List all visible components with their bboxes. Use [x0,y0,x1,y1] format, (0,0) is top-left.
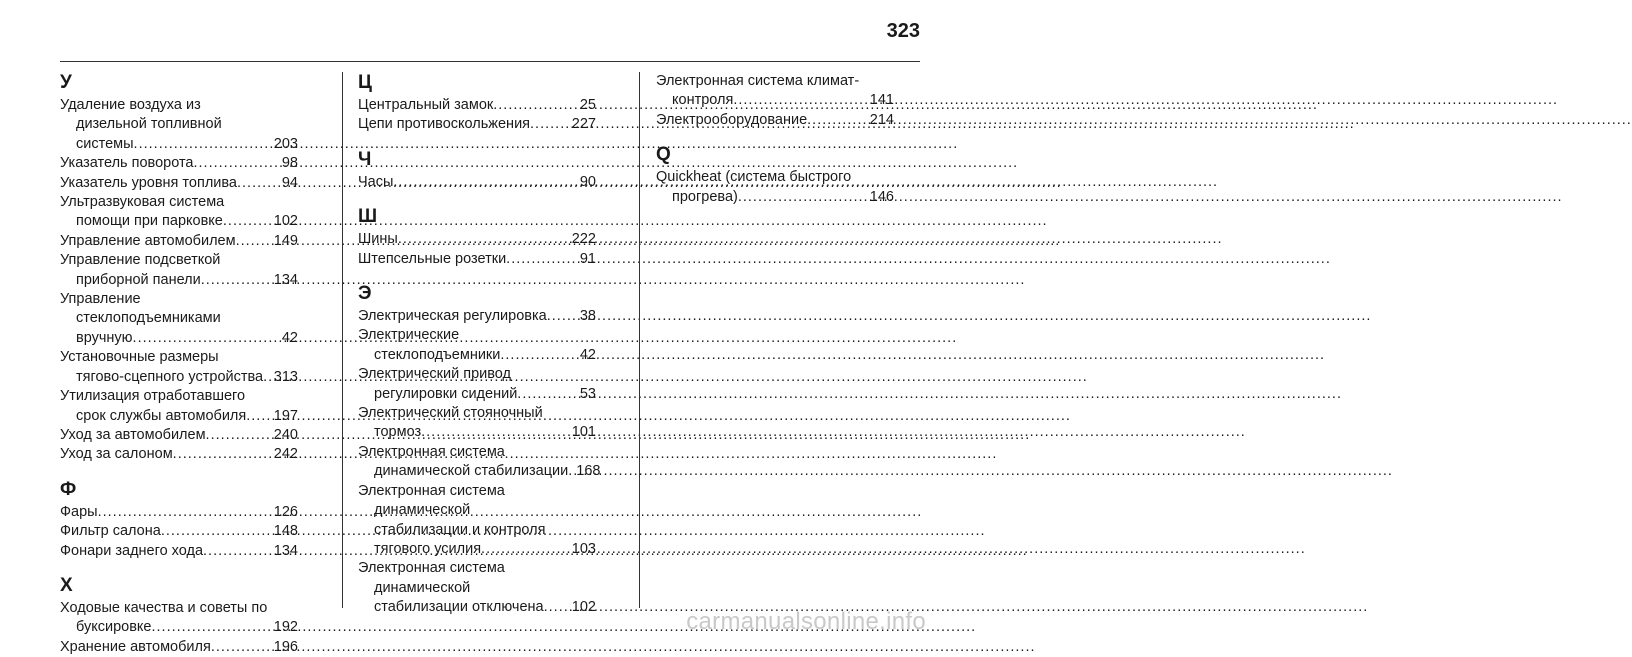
page-reference: 168 [576,463,601,480]
index-section [60,479,298,561]
section-letter: Ф [60,478,77,500]
index-entry [358,443,601,482]
index-entry [358,482,596,560]
entry-leader-line [358,96,596,115]
index-entry [358,115,596,134]
leader-dots [203,542,272,561]
page-reference: 227 [571,116,596,133]
index-entry [358,307,596,326]
index-entry [656,72,894,111]
entry-text: Электронная система [358,560,505,577]
entry-leader-line [358,115,596,134]
page-reference: 134 [273,271,298,288]
index-section [656,144,894,207]
entry-text: Уход за автомобилем [60,426,206,443]
entry-text: Электрическая регулировка [358,308,547,325]
entry-text: вручную [76,329,133,346]
page-reference: 146 [869,188,894,205]
entry-text: Фонари заднего хода [60,542,204,559]
leader-dots [530,115,570,134]
entry-text: Электронная система климат- [656,73,860,89]
page-reference: 313 [273,368,298,385]
index-entry [60,503,298,522]
entry-text: регулировки сидений [374,385,518,402]
watermark: carmanualsonline.info [686,608,926,635]
column-divider [639,72,640,608]
entry-text: Управление автомобилем [60,232,236,249]
leader-dots [246,407,272,426]
page-reference: 242 [273,446,298,463]
index-entry [358,230,596,249]
entry-text: стеклоподъемники [374,346,501,363]
leader-dots [194,154,280,173]
page-reference: 53 [579,385,596,402]
page-reference: 101 [571,424,596,441]
entry-text: Указатель поворота [60,155,194,172]
page-reference: 240 [273,426,298,443]
page-reference: 203 [273,135,298,152]
entry-leader-line [60,271,298,290]
index-entry [656,168,894,207]
entry-text: Хранение автомобиля [60,638,211,655]
leader-dots [517,385,578,404]
leader-dots [134,135,272,154]
page-reference: 103 [571,540,596,557]
entry-text: динамической стабилизации [374,463,569,480]
index-entry [60,599,298,638]
entry-text: Цепи противоскольжения [358,116,531,133]
entry-leader-line [358,250,596,269]
entry-leader-line [358,423,596,442]
entry-text: контроля [672,92,734,109]
index-section [60,72,298,465]
entry-leader-line [358,540,596,559]
entry-text: Ультразвуковая система [60,194,225,211]
leader-dots [481,540,570,559]
page-reference: 90 [579,173,596,190]
entry-text: Центральный замок [358,97,494,113]
page-reference: 141 [869,92,894,109]
leader-dots [236,232,272,251]
entry-text: стеклоподъемниками [76,310,221,327]
page-reference: 222 [571,231,596,248]
entry-leader-line [60,212,298,231]
leader-dots [733,91,867,110]
entry-text: Фильтр салона [60,523,161,540]
leader-dots [206,426,272,445]
index-section [358,206,596,269]
entry-leader-line [60,542,298,561]
index-section [656,72,894,130]
entry-text: Шины [358,231,398,248]
entry-leader-line [60,329,298,348]
index-entry [60,522,298,541]
entry-text: Управление подсветкой [60,252,221,269]
entry-leader-line [358,230,596,249]
page-reference: 42 [579,346,596,363]
entry-text: Часы [358,173,394,190]
page-reference: 196 [273,638,298,655]
index-entry [358,365,596,404]
section-letter: Э [358,283,372,305]
index-column-1 [60,72,298,657]
entry-text: Утилизация отработавшего [60,388,246,405]
leader-dots [500,346,577,365]
header-rule [60,61,920,62]
leader-dots [493,96,578,115]
index-entry [358,404,596,443]
entry-leader-line [358,462,601,481]
section-letter: Ш [358,206,378,228]
entry-text: Фары [60,503,98,520]
entry-leader-line [656,188,894,207]
section-letter: Х [60,574,73,596]
entry-text: срок службы автомобиля [76,407,247,424]
entry-text: Штепсельные розетки [358,250,507,267]
entry-leader-line [60,618,298,637]
leader-dots [173,445,272,464]
entry-leader-line [60,174,298,193]
leader-dots [547,307,578,326]
page-reference: 102 [273,213,298,230]
leader-dots [223,212,272,231]
entry-leader-line [656,91,894,110]
entry-text: Электрический стояночный [358,405,543,422]
page-reference: 214 [869,111,894,128]
index-entry [60,193,298,232]
leader-dots [398,230,570,249]
entry-text: Ходовые качества и советы по [60,599,268,616]
index-entry [60,445,298,464]
entry-text: системы [76,135,134,152]
section-letter: Ц [358,72,372,93]
page-reference: 42 [281,329,298,346]
leader-dots [201,271,272,290]
section-letter: У [60,72,72,93]
leader-dots [544,598,570,617]
entry-text: Электронная система [358,482,505,499]
section-letter: Q [656,144,671,166]
index-entry [358,559,596,617]
index-entry [656,111,894,130]
entry-text: тягового усилия [374,540,482,557]
entry-text: тормоз [374,424,422,441]
leader-dots [237,174,280,193]
leader-dots [98,503,272,522]
column-divider [342,72,343,608]
entry-text: приборной панели [76,271,201,288]
leader-dots [152,618,272,637]
page-reference: 38 [579,308,596,325]
entry-leader-line [358,598,596,617]
entry-text: буксировке [76,619,152,636]
entry-leader-line [60,407,298,426]
leader-dots [263,368,272,387]
entry-text: динамической [374,579,471,596]
index-entry [358,96,596,115]
entry-leader-line [60,503,298,522]
entry-text: Электрические [358,327,460,344]
index-entry [60,387,298,426]
entry-text: тягово-сцепного устройства [76,368,264,385]
entry-leader-line [358,307,596,326]
leader-dots [211,638,272,657]
index-entry [60,290,298,348]
entry-text: Уход за салоном [60,446,173,463]
entry-text: Электрооборудование [656,111,808,128]
entry-text: динамической [374,502,471,519]
leader-dots [161,522,272,541]
entry-leader-line [358,346,596,365]
entry-leader-line [358,173,596,192]
page-reference: 25 [579,97,596,113]
page-reference: 197 [273,407,298,424]
entry-leader-line [60,522,298,541]
leader-dots [393,173,577,192]
leader-dots [807,111,868,130]
entry-leader-line [60,232,298,251]
page-reference: 134 [273,542,298,559]
page-reference: 98 [281,155,298,172]
entry-text: Электрический привод [358,366,511,383]
entry-text: Электронная система [358,443,505,460]
leader-dots [738,188,868,207]
index-entry [358,250,596,269]
entry-leader-line [60,445,298,464]
index-entry [358,326,596,365]
entry-text: Удаление воздуха из [60,97,201,113]
index-section [358,72,596,135]
index-section [358,283,601,618]
entry-text: Quickheat (система быстрого [656,169,852,186]
index-entry [60,348,298,387]
page-reference: 94 [281,174,298,191]
page-reference: 126 [273,503,298,520]
entry-leader-line [60,426,298,445]
entry-leader-line [358,385,596,404]
leader-dots [506,250,578,269]
index-entry [60,174,298,193]
leader-dots [421,423,570,442]
index-entry [60,542,298,561]
entry-text: помощи при парковке [76,213,223,230]
index-entry [60,232,298,251]
entry-text: Управление [60,291,141,308]
entry-text: дизельной топливной [76,116,222,133]
page-reference: 148 [273,523,298,540]
index-column-3 [656,72,894,207]
entry-text: Установочные размеры [60,349,219,366]
index-entry [60,251,298,290]
entry-leader-line [60,135,298,154]
entry-text: прогрева) [672,188,738,205]
page-reference: 91 [579,250,596,267]
index-entry [60,96,298,154]
index-section [60,575,298,657]
index-entry [60,426,298,445]
index-section [358,149,596,192]
index-column-2 [358,72,601,618]
page-reference: 102 [571,599,596,616]
page-reference: 192 [273,619,298,636]
index-entry [60,638,298,657]
index-entry [60,154,298,173]
entry-leader-line [60,638,298,657]
page-number: 323 [886,20,920,42]
entry-leader-line [656,111,894,130]
entry-text: стабилизации отключена [374,599,544,616]
index-entry [358,173,596,192]
entry-leader-line [60,154,298,173]
entry-leader-line [60,368,298,387]
leader-dots [133,329,280,348]
page-reference: 149 [273,232,298,249]
entry-text: стабилизации и контроля [374,521,546,538]
entry-text: Указатель уровня топлива [60,174,237,191]
section-letter: Ч [358,148,372,170]
